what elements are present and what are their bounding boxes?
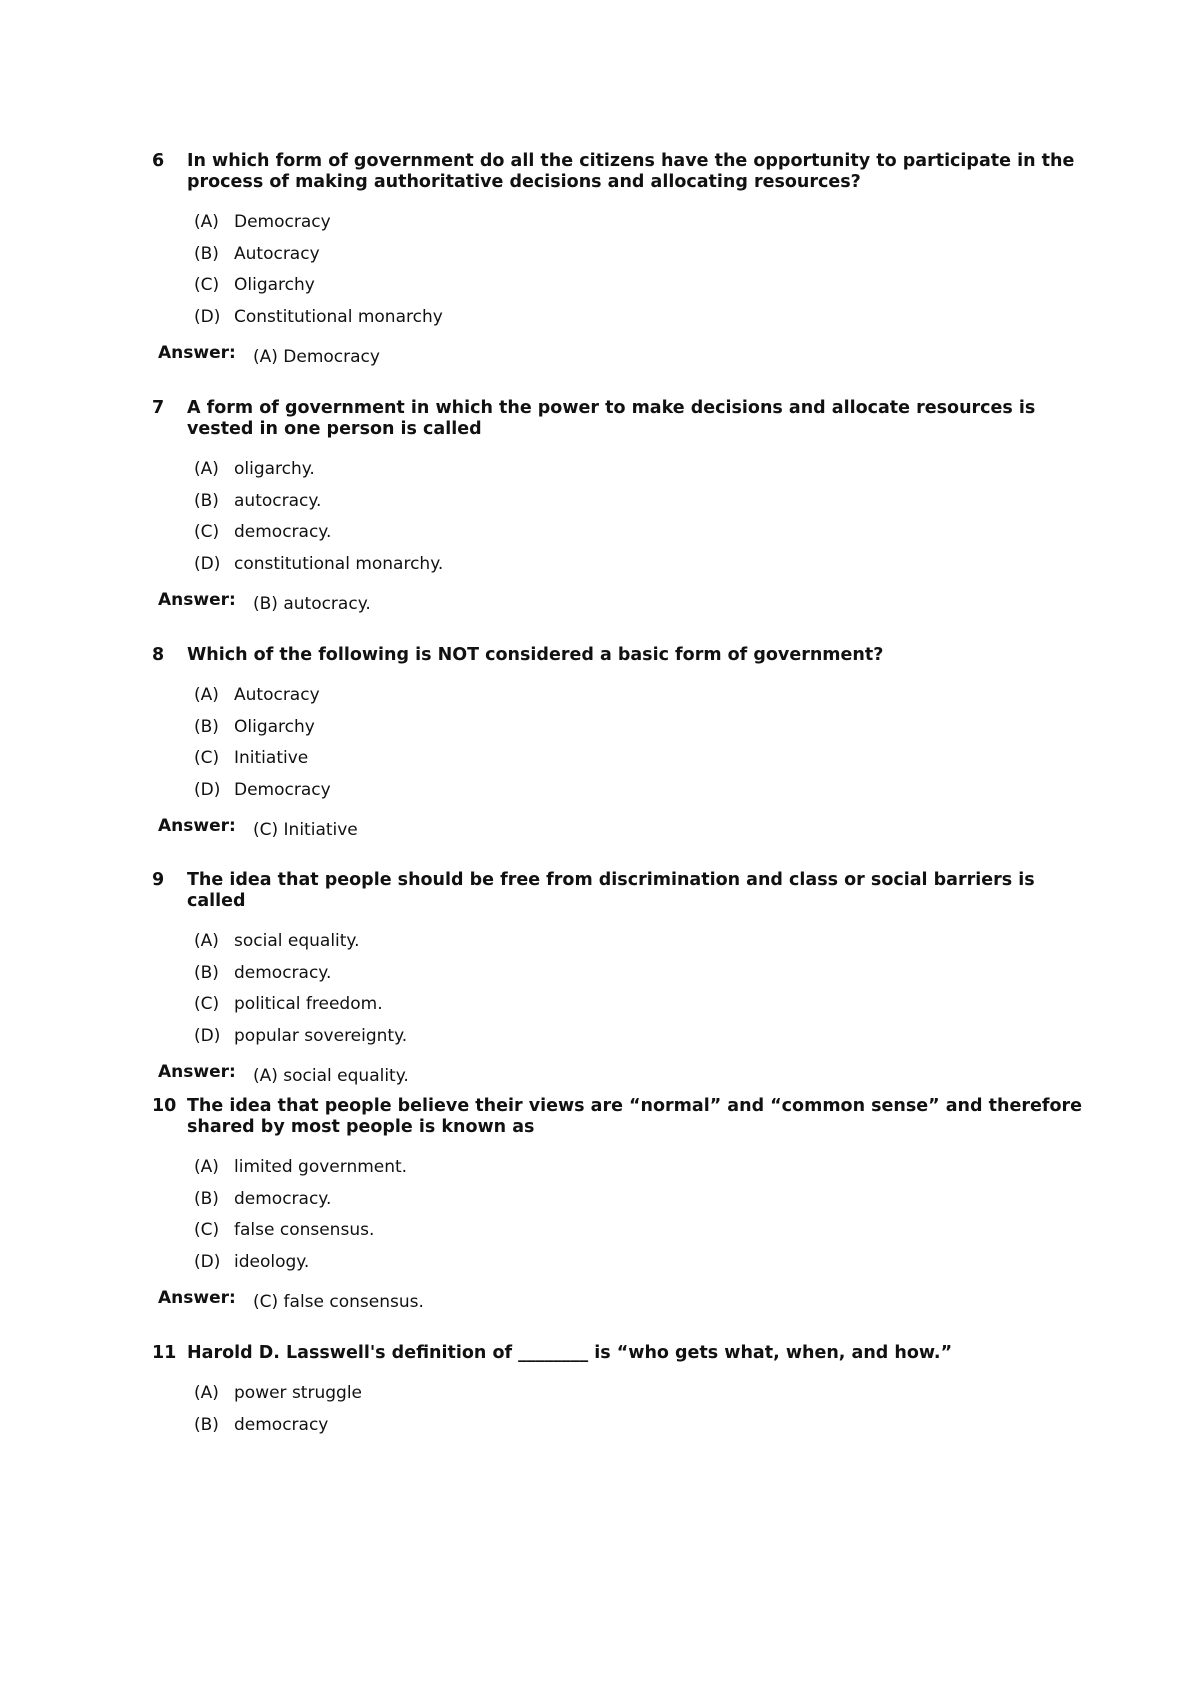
question-7 [152, 398, 1082, 615]
question-number: 6 [152, 151, 165, 171]
option-list [194, 1152, 1082, 1278]
question-10 [152, 1096, 1082, 1313]
question-9 [152, 870, 1082, 1087]
answer-label: Answer: [158, 1288, 236, 1308]
question-number: 7 [152, 398, 165, 418]
question-number: 9 [152, 870, 165, 890]
question-number: 8 [152, 645, 165, 665]
question-text: The idea that people should be free from discrimination and class or social barriers is called [187, 870, 1035, 911]
answer-label: Answer: [158, 590, 236, 610]
option-c: (C) political freedom. [194, 994, 383, 1014]
option-a: (A) social equality. [194, 931, 360, 951]
answer-value: (A) Democracy [253, 347, 380, 367]
question-text: Harold D. Lasswell's definition of ________ is “who gets what, when, and how.” [187, 1343, 953, 1363]
answer-label: Answer: [158, 1062, 236, 1082]
option-list [194, 1378, 1082, 1441]
option-d: (D) Constitutional monarchy [194, 306, 443, 327]
option-list [194, 454, 1082, 580]
option-a: (A) Democracy [194, 212, 331, 232]
option-d: (D) popular sovereignty. [194, 1025, 408, 1046]
option-c: (C) false consensus. [194, 1220, 375, 1240]
option-b: (B) democracy. [194, 1188, 332, 1209]
question-text: In which form of government do all the citizens have the opportunity to participate in the process of making authoritative decisions and allocating resources? [187, 151, 1075, 192]
question-number: 10 [152, 1096, 177, 1116]
option-a: (A) Autocracy [194, 685, 320, 705]
question-text: A form of government in which the power to make decisions and allocate resources is vested in one person is called [187, 398, 1036, 439]
option-a: (A) limited government. [194, 1157, 408, 1177]
answer-line [158, 816, 1082, 841]
question-text: The idea that people believe their views are “normal” and “common sense” and therefore shared by most people is known as [187, 1096, 1082, 1137]
answer-value: (C) Initiative [253, 820, 358, 840]
option-d: (D) constitutional monarchy. [194, 553, 444, 574]
answer-line [158, 590, 1082, 615]
answer-line [158, 1062, 1082, 1087]
option-c: (C) democracy. [194, 522, 332, 542]
option-d: (D) Democracy [194, 779, 331, 800]
option-c: (C) Initiative [194, 748, 309, 768]
option-b: (B) Autocracy [194, 243, 320, 264]
answer-value: (C) false consensus. [253, 1292, 424, 1312]
question-11 [152, 1343, 1082, 1441]
option-a: (A) oligarchy. [194, 459, 315, 479]
answer-label: Answer: [158, 343, 236, 363]
option-c: (C) Oligarchy [194, 275, 315, 295]
answer-value: (A) social equality. [253, 1066, 409, 1086]
option-b: (B) Oligarchy [194, 716, 315, 737]
option-b: (B) democracy [194, 1414, 329, 1435]
option-b: (B) autocracy. [194, 490, 322, 511]
option-a: (A) power struggle [194, 1383, 362, 1403]
question-6 [152, 151, 1082, 368]
option-list [194, 207, 1082, 333]
answer-label: Answer: [158, 816, 236, 836]
option-d: (D) ideology. [194, 1251, 310, 1272]
option-b: (B) democracy. [194, 962, 332, 983]
question-number: 11 [152, 1343, 177, 1363]
answer-line [158, 343, 1082, 368]
question-8 [152, 645, 1082, 841]
option-list [194, 680, 1082, 806]
option-list [194, 926, 1082, 1052]
answer-line [158, 1288, 1082, 1313]
answer-value: (B) autocracy. [253, 594, 371, 614]
question-text: Which of the following is NOT considered a basic form of government? [187, 645, 884, 665]
